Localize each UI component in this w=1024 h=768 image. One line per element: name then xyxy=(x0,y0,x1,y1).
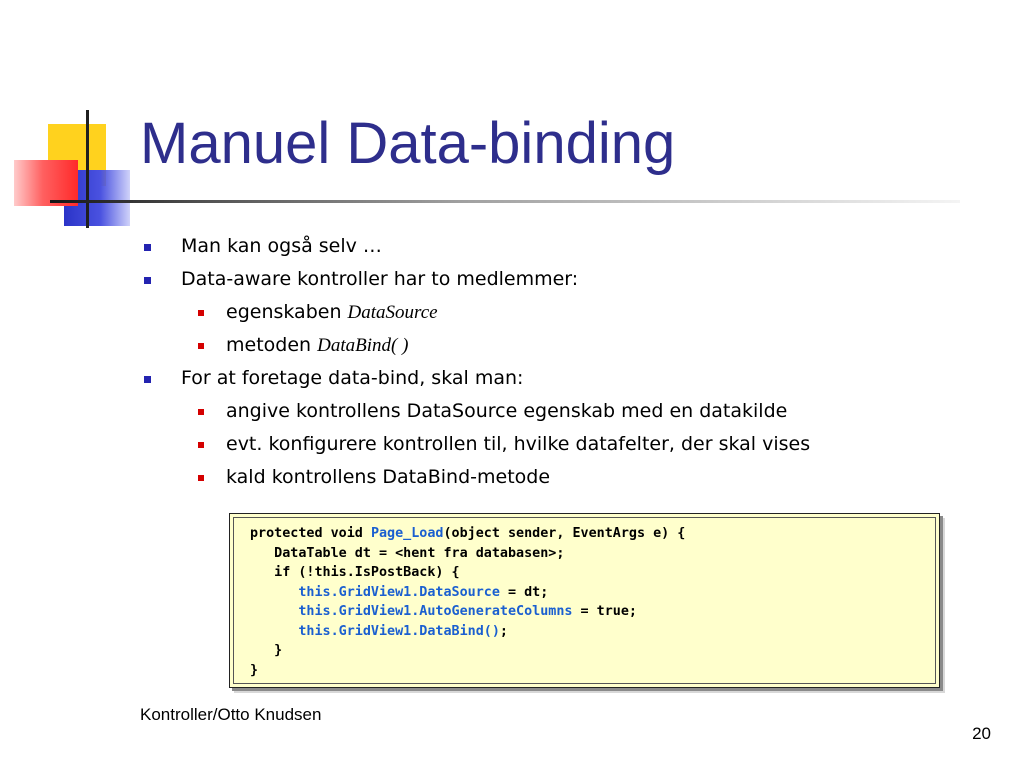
bullet-text: kald kontrollens DataBind-metode xyxy=(226,466,551,488)
bullet-level2 xyxy=(226,300,438,325)
logo-vertical-line xyxy=(86,110,89,228)
page-number: 20 xyxy=(972,724,991,743)
code-line xyxy=(250,583,685,603)
title-underline xyxy=(50,200,960,203)
bullet-text: metoden xyxy=(226,334,318,356)
footer-author: Kontroller/Otto Knudsen xyxy=(140,705,322,724)
bullet-text: For at foretage data-bind, skal man: xyxy=(181,367,524,389)
code-line xyxy=(250,602,685,622)
code-line: } xyxy=(250,643,283,658)
code-line: } xyxy=(250,662,259,678)
bullet-text: angive kontrollens DataSource egenskab med en datakilde xyxy=(226,400,788,422)
code-line: if (!this.IsPostBack) { xyxy=(250,565,460,580)
code-text: = true; xyxy=(572,604,637,619)
bullet-level2 xyxy=(226,399,787,423)
bullet-italic-term: DataSource xyxy=(347,302,438,323)
bullet-text: Data-aware kontroller har to medlemmer: xyxy=(181,268,579,290)
slide-title: Manuel Data-binding xyxy=(140,111,676,176)
bullet-level1 xyxy=(181,267,578,291)
code-line: DataTable dt = <hent fra databasen>; xyxy=(250,545,565,561)
bullet-level2 xyxy=(226,465,550,489)
bullet-level2 xyxy=(226,333,408,358)
bullet-text: Man kan også selv … xyxy=(181,235,382,257)
code-text: ; xyxy=(499,623,508,639)
code-text: = dt; xyxy=(499,584,549,600)
bullet-text: evt. konfigurere kontrollen til, hvilke datafelter, der skal vises xyxy=(226,433,811,455)
code-keyword: protected void xyxy=(250,526,371,541)
code-line xyxy=(250,622,685,642)
bullet-italic-term: DataBind( ) xyxy=(317,335,409,356)
code-member: this.GridView1.DataSource xyxy=(298,584,500,600)
bullet-text: egenskaben xyxy=(226,301,348,323)
decorative-logo xyxy=(0,0,160,240)
code-text: (object sender, EventArgs e) { xyxy=(443,526,686,541)
code-line xyxy=(250,524,685,544)
bullet-level1 xyxy=(181,234,382,258)
code-member: this.GridView1.DataBind() xyxy=(298,623,500,639)
bullet-level2 xyxy=(226,432,810,456)
code-block xyxy=(250,524,685,680)
code-method-name: Page_Load xyxy=(370,526,444,541)
code-member: this.GridView1.AutoGenerateColumns xyxy=(298,604,573,619)
bullet-level1 xyxy=(181,366,523,390)
code-box xyxy=(229,513,940,688)
